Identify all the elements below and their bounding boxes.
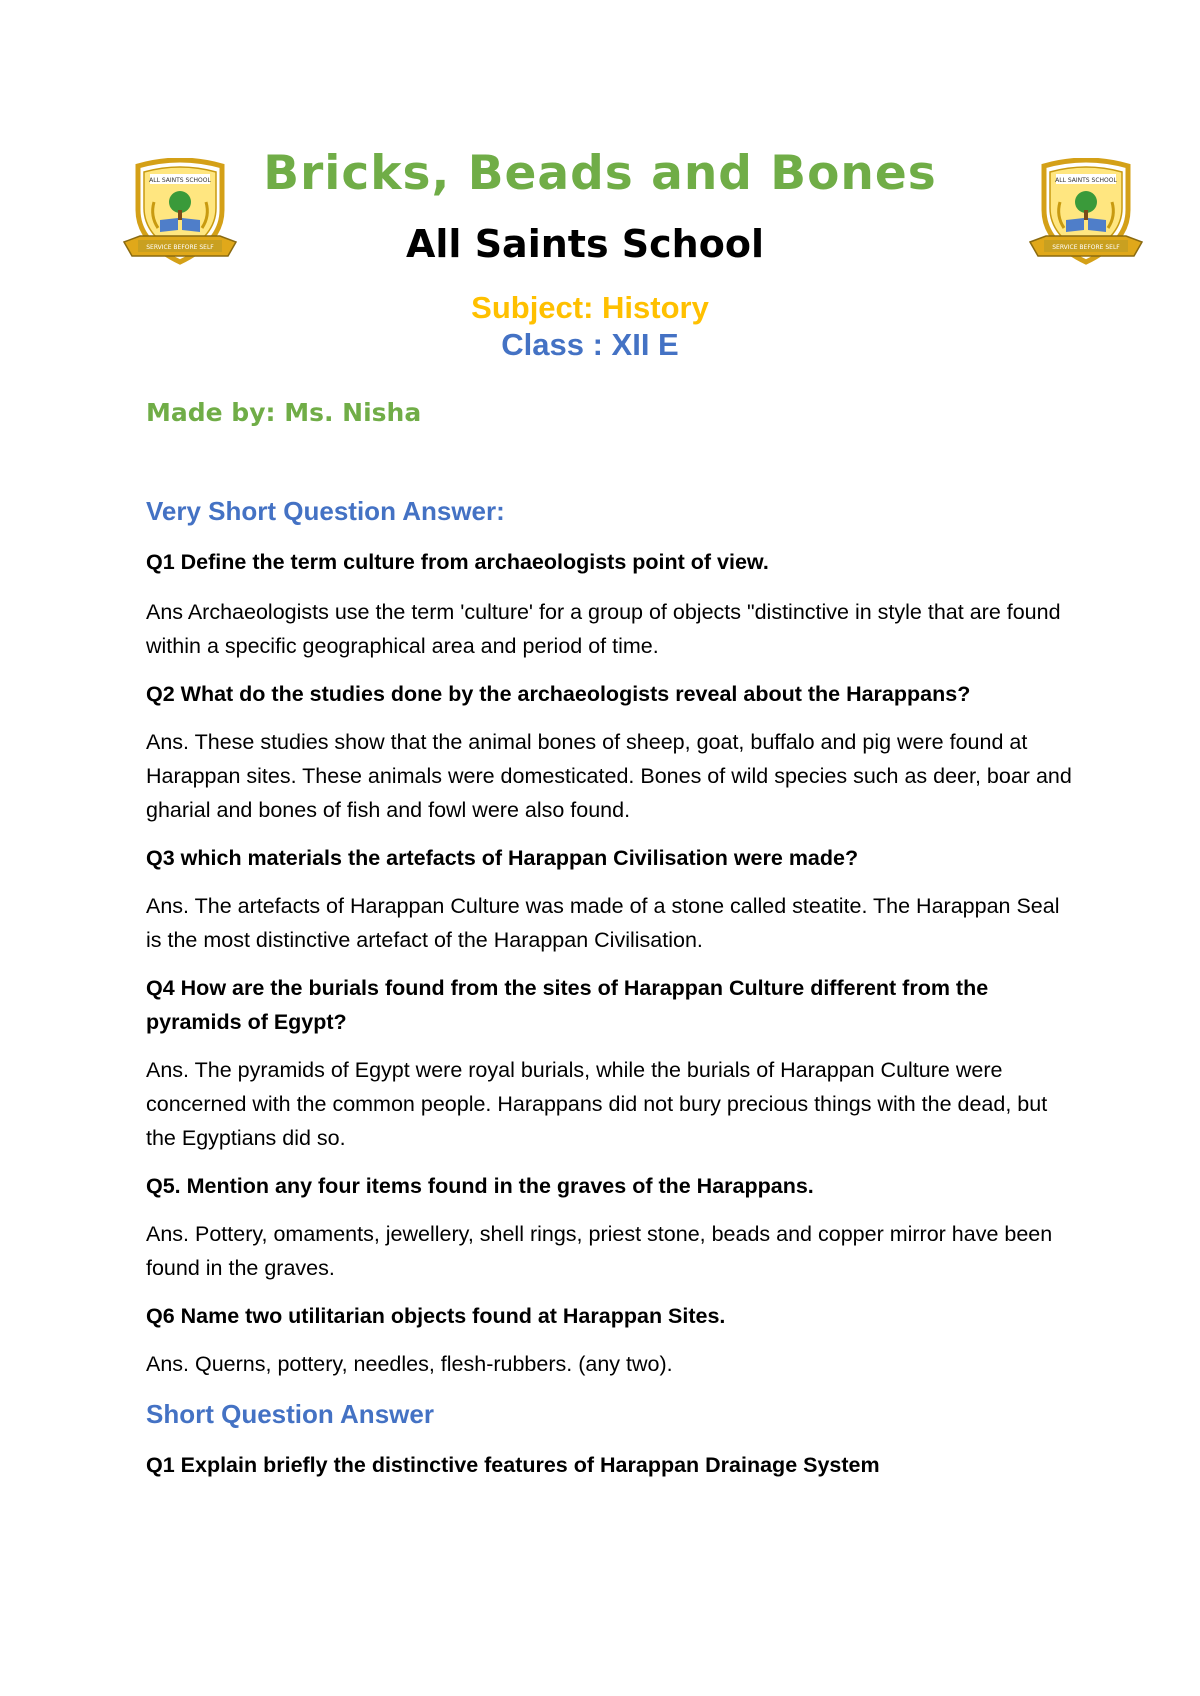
svg-text:SERVICE BEFORE SELF: SERVICE BEFORE SELF — [146, 244, 214, 251]
short-section-heading: Short Question Answer — [146, 1399, 434, 1429]
question: Q1 Define the term culture from archaeologists point of view. — [146, 550, 769, 574]
svg-text:SERVICE BEFORE SELF: SERVICE BEFORE SELF — [1052, 244, 1120, 251]
class-line: Class : XII E — [501, 327, 679, 362]
question: Q4 How are the burials found from the sites of Harappan Culture different from the pyramids of Egypt? — [146, 976, 989, 1034]
question: Q2 What do the studies done by the archaeologists reveal about the Harappans? — [146, 682, 971, 706]
very-short-section-heading: Very Short Question Answer: — [146, 496, 505, 526]
question: Q3 which materials the artefacts of Harappan Civilisation were made? — [146, 846, 859, 870]
author-line: Made by: Ms. Nisha — [146, 398, 422, 427]
answer: Ans. Querns, pottery, needles, flesh-rubbers. (any two). — [146, 1352, 673, 1376]
question: Q1 Explain briefly the distinctive features of Harappan Drainage System — [146, 1453, 880, 1477]
question: Q6 Name two utilitarian objects found at Harappan Sites. — [146, 1304, 726, 1328]
answer: Ans. The pyramids of Egypt were royal burials, while the burials of Harappan Culture were concerned with the common people. Harappans did not bury precious things with the dead, but the Egyptians did so. — [146, 1058, 1048, 1150]
document-title: Bricks, Beads and Bones — [263, 146, 937, 201]
question: Q5. Mention any four items found in the graves of the Harappans. — [146, 1174, 814, 1198]
question-content — [146, 496, 1076, 1482]
answer: Ans. The artefacts of Harappan Culture was made of a stone called steatite. The Harappan Seal is the most distinctive artefact of the Harappan Civilisation. — [146, 894, 1060, 952]
svg-text:ALL SAINTS SCHOOL: ALL SAINTS SCHOOL — [1055, 177, 1117, 184]
school-name: All Saints School — [406, 222, 764, 266]
answer: Ans. Pottery, omaments, jewellery, shell rings, priest stone, beads and copper mirror have been found in the graves. — [146, 1222, 1053, 1280]
answer: Ans. These studies show that the animal bones of sheep, goat, buffalo and pig were found at Harappan sites. These animals were domesticated. Bones of wild species such as deer, boar and gharial and bones of fish and fowl were also found. — [146, 730, 1072, 822]
svg-text:ALL SAINTS SCHOOL: ALL SAINTS SCHOOL — [149, 177, 211, 184]
subject-line: Subject: History — [471, 290, 709, 325]
answer: Ans Archaeologists use the term 'culture' for a group of objects "distinctive in style that are found within a specific geographical area and period of time. — [146, 600, 1061, 658]
